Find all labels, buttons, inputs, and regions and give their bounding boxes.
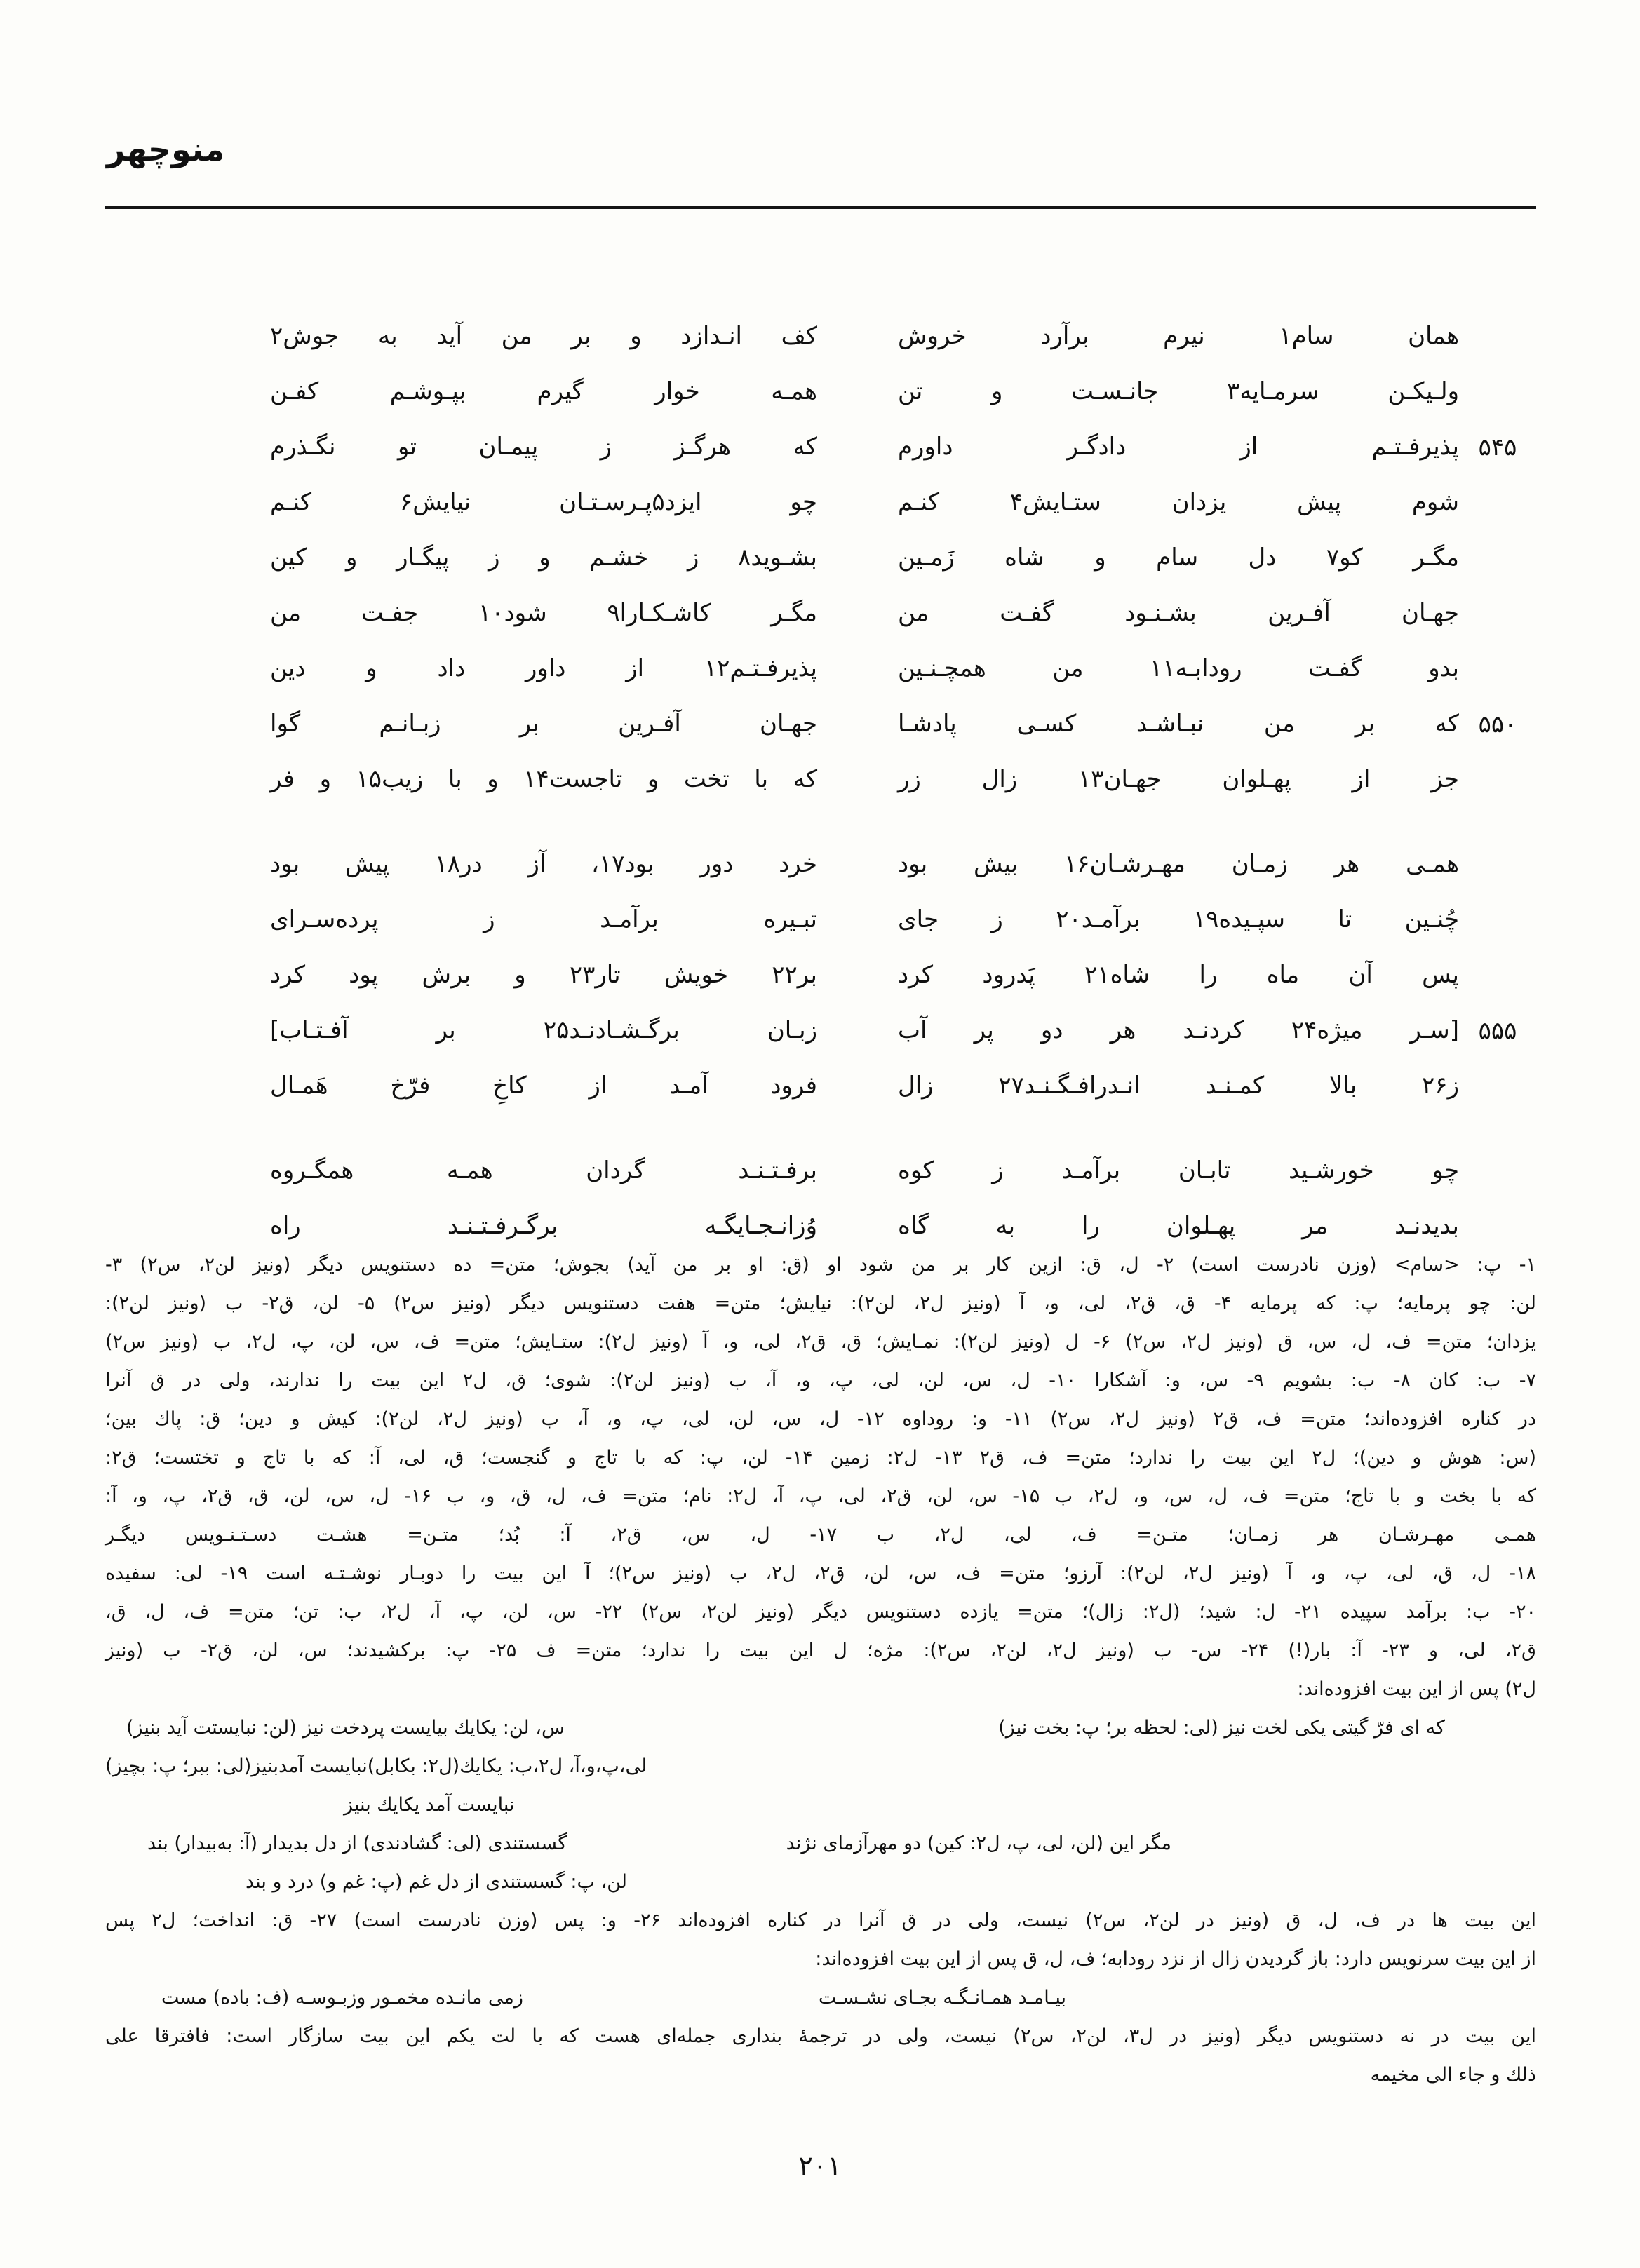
hemistich-right: همان سام۱ نیرم برآرد خروش xyxy=(898,322,1460,351)
hemistich-right: ولـیکـن سرمـایه۳ جانـسـت و تن xyxy=(898,377,1459,406)
apparatus-line: که با بخت و با تاج؛ متن= ف، ل، س، و، ل۲، ب ۱۵- س، لن، ق۲، لی، پ، آ، ل۲: نام؛ متن= ف، ل، ق، و، ب ۱۶- ل، س، لن، ق، ق۲، پ، و، آ: xyxy=(105,1485,1536,1507)
couplet-row xyxy=(105,641,1536,696)
hemistich-left: وُزانـجـایگـه برگـرفـتـنـد راه xyxy=(270,1212,817,1241)
hemistich-left: زبـان برگـشـادنـد۲۵ بر آفـتـاب] xyxy=(270,1016,817,1045)
hemistich-left: چو ایزد۵پـرسـتـان نیایش۶ کنـم xyxy=(270,488,818,517)
apparatus-variant-line: لی،پ،و،آ، ل۲،ب: یکایك(ل۲: بکابل)نبایست آمدبنیز(لی: ببر؛ پ: بچیز) xyxy=(105,1755,647,1777)
apparatus-line: (س: هوش و دین)؛ ل۲ این بیت را ندارد؛ متن= ف، ق۲ ۱۳- ل۲: زمین ۱۴- لن، پ: که با تاج و گنجست؛ ق، لی، آ: که با تاج و تختست؛ ق۲: xyxy=(105,1447,1537,1469)
apparatus-line: این بیت ها در ف، ل، ق (ونیز در لن۲، س۲) نیست، ولی در ق آنرا در کناره افزوده‌اند ۲۶- و: پس (وزن نادرست است) ۲۷- ق: انداخت؛ ل۲ پس xyxy=(105,1910,1536,1931)
apparatus-inserted-couplet xyxy=(105,1978,1536,2017)
inserted-hemistich-left: گسستندی (لی: گشادندی) از دل بدیدار (آ: به‌بیدار) بند xyxy=(147,1832,567,1854)
critical-apparatus xyxy=(105,1246,1536,2094)
poem-block-1 xyxy=(105,309,1536,807)
hemistich-left: برفـتـنـد گردان همـه همگـروه xyxy=(270,1156,817,1185)
hemistich-right: جز از پهـلوان جهـان۱۳ زال زر xyxy=(898,765,1459,794)
hemistich-left: تبـیره برآمـد ز پرده‌سـرای xyxy=(270,905,817,934)
couplet-row xyxy=(105,1058,1536,1114)
apparatus-line: ۷- ب: کان ۸- ب: بشویم ۹- س، و: آشکارا ۱۰- ل، س، لن، لی، پ، و، آ، ب (ونیز لن۲): شوی؛ ق، ل۲ این بیت را ندارند، ولی در ق آنرا xyxy=(105,1370,1537,1391)
hemistich-left: که با تخت و تاجست۱۴ و با زیب۱۵ و فر xyxy=(270,765,817,794)
apparatus-inserted-couplet xyxy=(105,1824,1536,1863)
apparatus-line: یزدان؛ متن= ف، ل، س، ق (ونیز ل۲، س۲) ۶- ل (ونیز لن۲): نمـایش؛ ق، ق۲، لی، و، آ (ونیز ل۲): ستـایش؛ متن= ف، س، لن، پ، ل۲، ب (ونیز س۲) xyxy=(105,1331,1537,1353)
hemistich-right: همـی هر زمـان مهـرشـان۱۶ بیش بود xyxy=(898,850,1459,879)
couplet-row xyxy=(105,475,1536,530)
apparatus-line: در کناره افزوده‌اند؛ متن= ف، ق۲ (ونیز ل۲، س۲) ۱۱- و: روداوه ۱۲- ل، س، لن، لی، پ، و، آ، ب (ونیز ل۲، لن۲): کیش و دین؛ ق: پاك بین؛ xyxy=(105,1408,1536,1430)
hemistich-left: همـه خوار گیرم بپـوشـم کفـن xyxy=(270,377,817,406)
hemistich-left: خرد دور بود۱۷، آز در۱۸ پیش بود xyxy=(270,850,818,879)
apparatus-line: این بیت در نه دستنویس دیگر (ونیز در ل۳، لن۲، س۲) نیست، ولی در ترجمهٔ بنداری جمله‌ای هست که با لت یکم این بیت سازگار است: فافترقا علی xyxy=(105,2025,1536,2047)
verse-number: ۵۵۵ xyxy=(1478,1016,1517,1045)
apparatus-line: از این بیت سرنویس دارد: باز گردیدن زال از نزد رودابه؛ ف، ل، ق پس از این بیت افزوده‌اند: xyxy=(815,1948,1536,1970)
couplet-row xyxy=(105,419,1536,475)
couplet-row xyxy=(105,586,1536,641)
hemistich-right: شوم پیش یزدان ستـایش۴ کنـم xyxy=(898,488,1459,517)
inserted-hemistich-left: س، لن: یکایك بیایست پردخت نیز (لن: نبایستت آید بنیز) xyxy=(126,1717,565,1739)
inserted-hemistich-left: زمی مانـده مخمـور وزبـوسـه (ف: باده) مست xyxy=(161,1987,523,2009)
hemistich-right: که بر من نبـاشـد کسـی پادشـا xyxy=(898,710,1459,738)
couplet-row xyxy=(105,947,1536,1003)
apparatus-line: ۱۸- ل، ق، لی، پ، و، آ (ونیز ل۲، لن۲): آرزو؛ متن= ف، س، لن، ق۲، ل۲، ب (ونیز س۲)؛ آ این بیت را دوبـار نوشـتـه است ۱۹- لی: سفیده xyxy=(105,1562,1537,1584)
apparatus-line: ۱- پ: <سام> (وزن نادرست است) ۲- ل، ق: ازین کار بر من شود او (ق: او بر من آید) بجوش؛ متن= ده دستنویس دیگر (ونیز لن۲، س۲) ۳- xyxy=(105,1254,1536,1276)
apparatus-line: ۲۰- ب: برآمد سپیده ۲۱- ل: شید؛ (ل۲: زال)؛ متن= یازده دستنویس دیگر (ونیز لن۲، س۲) ۲۲- س، لن، پ، آ، ل۲، ب: تن؛ متن= ف، ل، ق، xyxy=(105,1601,1537,1623)
hemistich-right: پذیرفـتـم از دادگـر داورم xyxy=(898,433,1459,461)
verse-number: ۵۵۰ xyxy=(1478,710,1517,738)
apparatus-line: ل۲) پس از این بیت افزوده‌اند: xyxy=(1297,1678,1536,1700)
couplet-row xyxy=(105,309,1536,364)
hemistich-left: بر۲۲ خویش تار۲۳ و برش پود کرد xyxy=(270,961,817,990)
apparatus-variant-line: نبایست آمد یکایك بنیز xyxy=(344,1794,515,1816)
hemistich-right: بدیدنـد مر پهـلوان را به گاه xyxy=(898,1212,1459,1241)
hemistich-right: پس آن ماه را شاه۲۱ پَدرود کرد xyxy=(898,961,1459,990)
page-number: ۲۰۱ xyxy=(798,2150,842,2181)
hemistich-left: که هرگـز ز پیمـان تو نگـذرم xyxy=(270,433,817,461)
poem-block-2 xyxy=(105,837,1536,1114)
hemistich-right: بدو گفـت رودابـه۱۱ من همچـنـین xyxy=(898,654,1459,683)
hemistich-left: بشـوید۸ ز خشـم و ز پیگـار و کین xyxy=(270,544,817,572)
apparatus-variant-line: لن، پ: گسستندی از دل غم (پ: غم و) درد و بند xyxy=(246,1871,627,1893)
couplet-row xyxy=(105,837,1536,892)
couplet-row xyxy=(105,364,1536,419)
apparatus-line: همـی مهـرشـان هر زمـان؛ متـن= ف، لی، ل۲، ب ۱۷- ل، س، ق۲، آ: بُد؛ متـن= هشـت دسـتـنـویس دیگـر xyxy=(105,1524,1536,1546)
hemistich-right: [سـر میژه۲۴ کردنـد هر دو پر آب xyxy=(898,1016,1460,1045)
couplet-row xyxy=(105,1143,1536,1199)
hemistich-right: ز۲۶ بالا کمـنـد انـدرافـگـنـد۲۷ زال xyxy=(898,1072,1459,1100)
poem-block-3 xyxy=(105,1143,1536,1254)
verse-number: ۵۴۵ xyxy=(1478,433,1517,461)
hemistich-left: فرود آمـد از کاخِ فرّخ هَمـال xyxy=(270,1072,817,1100)
hemistich-left: مگـر کاشـکـارا۹ شود۱۰ جفـت من xyxy=(270,599,817,628)
inserted-hemistich-right: بیـامـد همـانـگـه بجـای نشـسـت xyxy=(818,1987,1066,2009)
apparatus-line: ذلك و جاء الی مخیمه xyxy=(1370,2064,1536,2086)
hemistich-left: کف انـدازد و بر من آید به جوش۲ xyxy=(270,322,817,351)
apparatus-line: لن: چو پرمایه؛ پ: که پرمایه ۴- ق، ق۲، لی، و، آ (ونیز ل۲، لن۲): نیایش؛ متن= هفت دستنویس دیگر (ونیز س۲) ۵- لن، ق۲- ب (ونیز لن۲): xyxy=(105,1292,1536,1314)
hemistich-left: پذیرفـتـم۱۲ از داور داد و دین xyxy=(270,654,817,683)
inserted-hemistich-right: که ای فرّ گیتی یکی لخت نیز (لی: لحظه بر؛ پ: بخت نیز) xyxy=(998,1717,1445,1739)
header-rule xyxy=(105,206,1536,209)
hemistich-right: مگـر کو۷ دل سام و شاه زَمـین xyxy=(898,544,1459,572)
couplet-row xyxy=(105,1003,1536,1058)
hemistich-left: جهـان آفـرین بر زبـانـم گوا xyxy=(270,710,817,738)
hemistich-right: چو خورشـید تابـان برآمـد ز کوه xyxy=(898,1156,1459,1185)
running-title: منوچهر xyxy=(107,130,225,168)
couplet-row xyxy=(105,752,1536,807)
inserted-hemistich-right: مگر این (لن، لی، پ، ل۲: کین) دو مهرآزمای نژند xyxy=(786,1832,1171,1854)
couplet-row xyxy=(105,696,1536,752)
apparatus-inserted-couplet xyxy=(105,1708,1536,1747)
poem-section xyxy=(105,309,1536,1283)
couplet-row xyxy=(105,530,1536,586)
apparatus-line: ق۲، لی، و ۲۳- آ: بار(!) ۲۴- س- ب (ونیز ل۲، لن۲، س۲): مژه؛ ل این بیت را ندارد؛ متن= ف ۲۵- پ: برکشیدند؛ س، لن، ق۲- ب (ونیز xyxy=(105,1640,1536,1661)
couplet-row xyxy=(105,892,1536,947)
hemistich-right: جهـان آفـرین بشـنـود گفـت من xyxy=(898,599,1459,628)
hemistich-right: چُنـین تا سپـیده۱۹ برآمـد۲۰ ز جای xyxy=(898,905,1460,934)
